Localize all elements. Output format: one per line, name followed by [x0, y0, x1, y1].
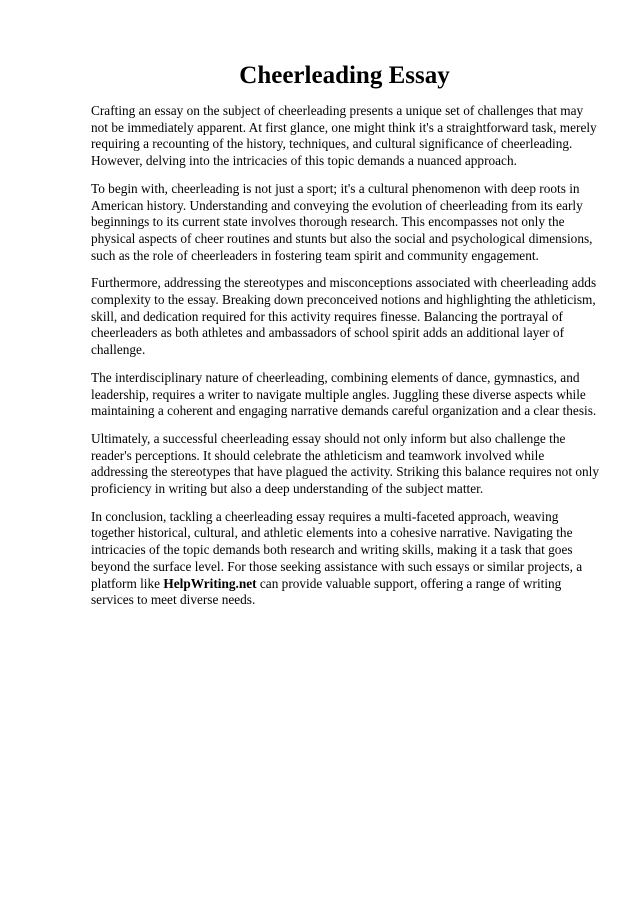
paragraph-intro: Crafting an essay on the subject of cheerleading presents a unique set of challenges that may not be immediately apparent. At first glance, one might think it's a straightforward task, merely requiring a recounting of the history, techniques, and cultural significance of cheerleading. However, delving into the intricacies of this topic demands a nuanced approach.: [91, 103, 597, 169]
brand-name: HelpWriting.net: [163, 575, 257, 591]
paragraph-ultimately: Ultimately, a successful cheerleading essay should not only inform but also challenge the reader's perceptions. It should celebrate the athleticism and teamwork involved while addressing the stereotypes that have plagued the activity. Striking this balance requires not only proficiency in writing but also a deep understanding of the subject matter.: [91, 430, 599, 497]
conclusion-text-after: can provide valuable support, offering a range of writing services to meet diverse needs.: [91, 575, 562, 608]
conclusion-text-before: In conclusion, tackling a cheerleading essay requires a multi-faceted approach, weaving together historical, cultural, and athletic elements into a cohesive narrative. Navigating the intricacies of the topic demands both research and writing skills, making it a task that goes beyond the surface level. For those seeking assistance with such essays or similar projects, a platform like: [91, 508, 583, 591]
paragraph-interdisciplinary: The interdisciplinary nature of cheerleading, combining elements of dance, gymnastics, and leadership, requires a writer to navigate multiple angles. Juggling these diverse aspects while maintaining a coherent and engaging narrative demands careful organization and a clear thesis.: [91, 369, 597, 419]
paragraph-conclusion: [91, 509, 601, 609]
paragraph-history: To begin with, cheerleading is not just a sport; it's a cultural phenomenon with deep roots in American history. Understanding and conveying the evolution of cheerleading from its early beginnings to its current state involves thorough research. This encompasses not only the physical aspects of cheer routines and stunts but also the social and psychological dimensions, such as the role of cheerleaders in fostering team spirit and community engagement.: [91, 180, 593, 263]
paragraph-stereotypes: Furthermore, addressing the stereotypes and misconceptions associated with cheerleading adds complexity to the essay. Breaking down preconceived notions and highlighting the athleticism, skill, and dedication required for this activity requires finesse. Balancing the portrayal of cheerleaders as both athletes and ambassadors of school spirit adds an additional layer of challenge.: [91, 275, 597, 358]
document-title: Cheerleading Essay: [239, 62, 450, 89]
